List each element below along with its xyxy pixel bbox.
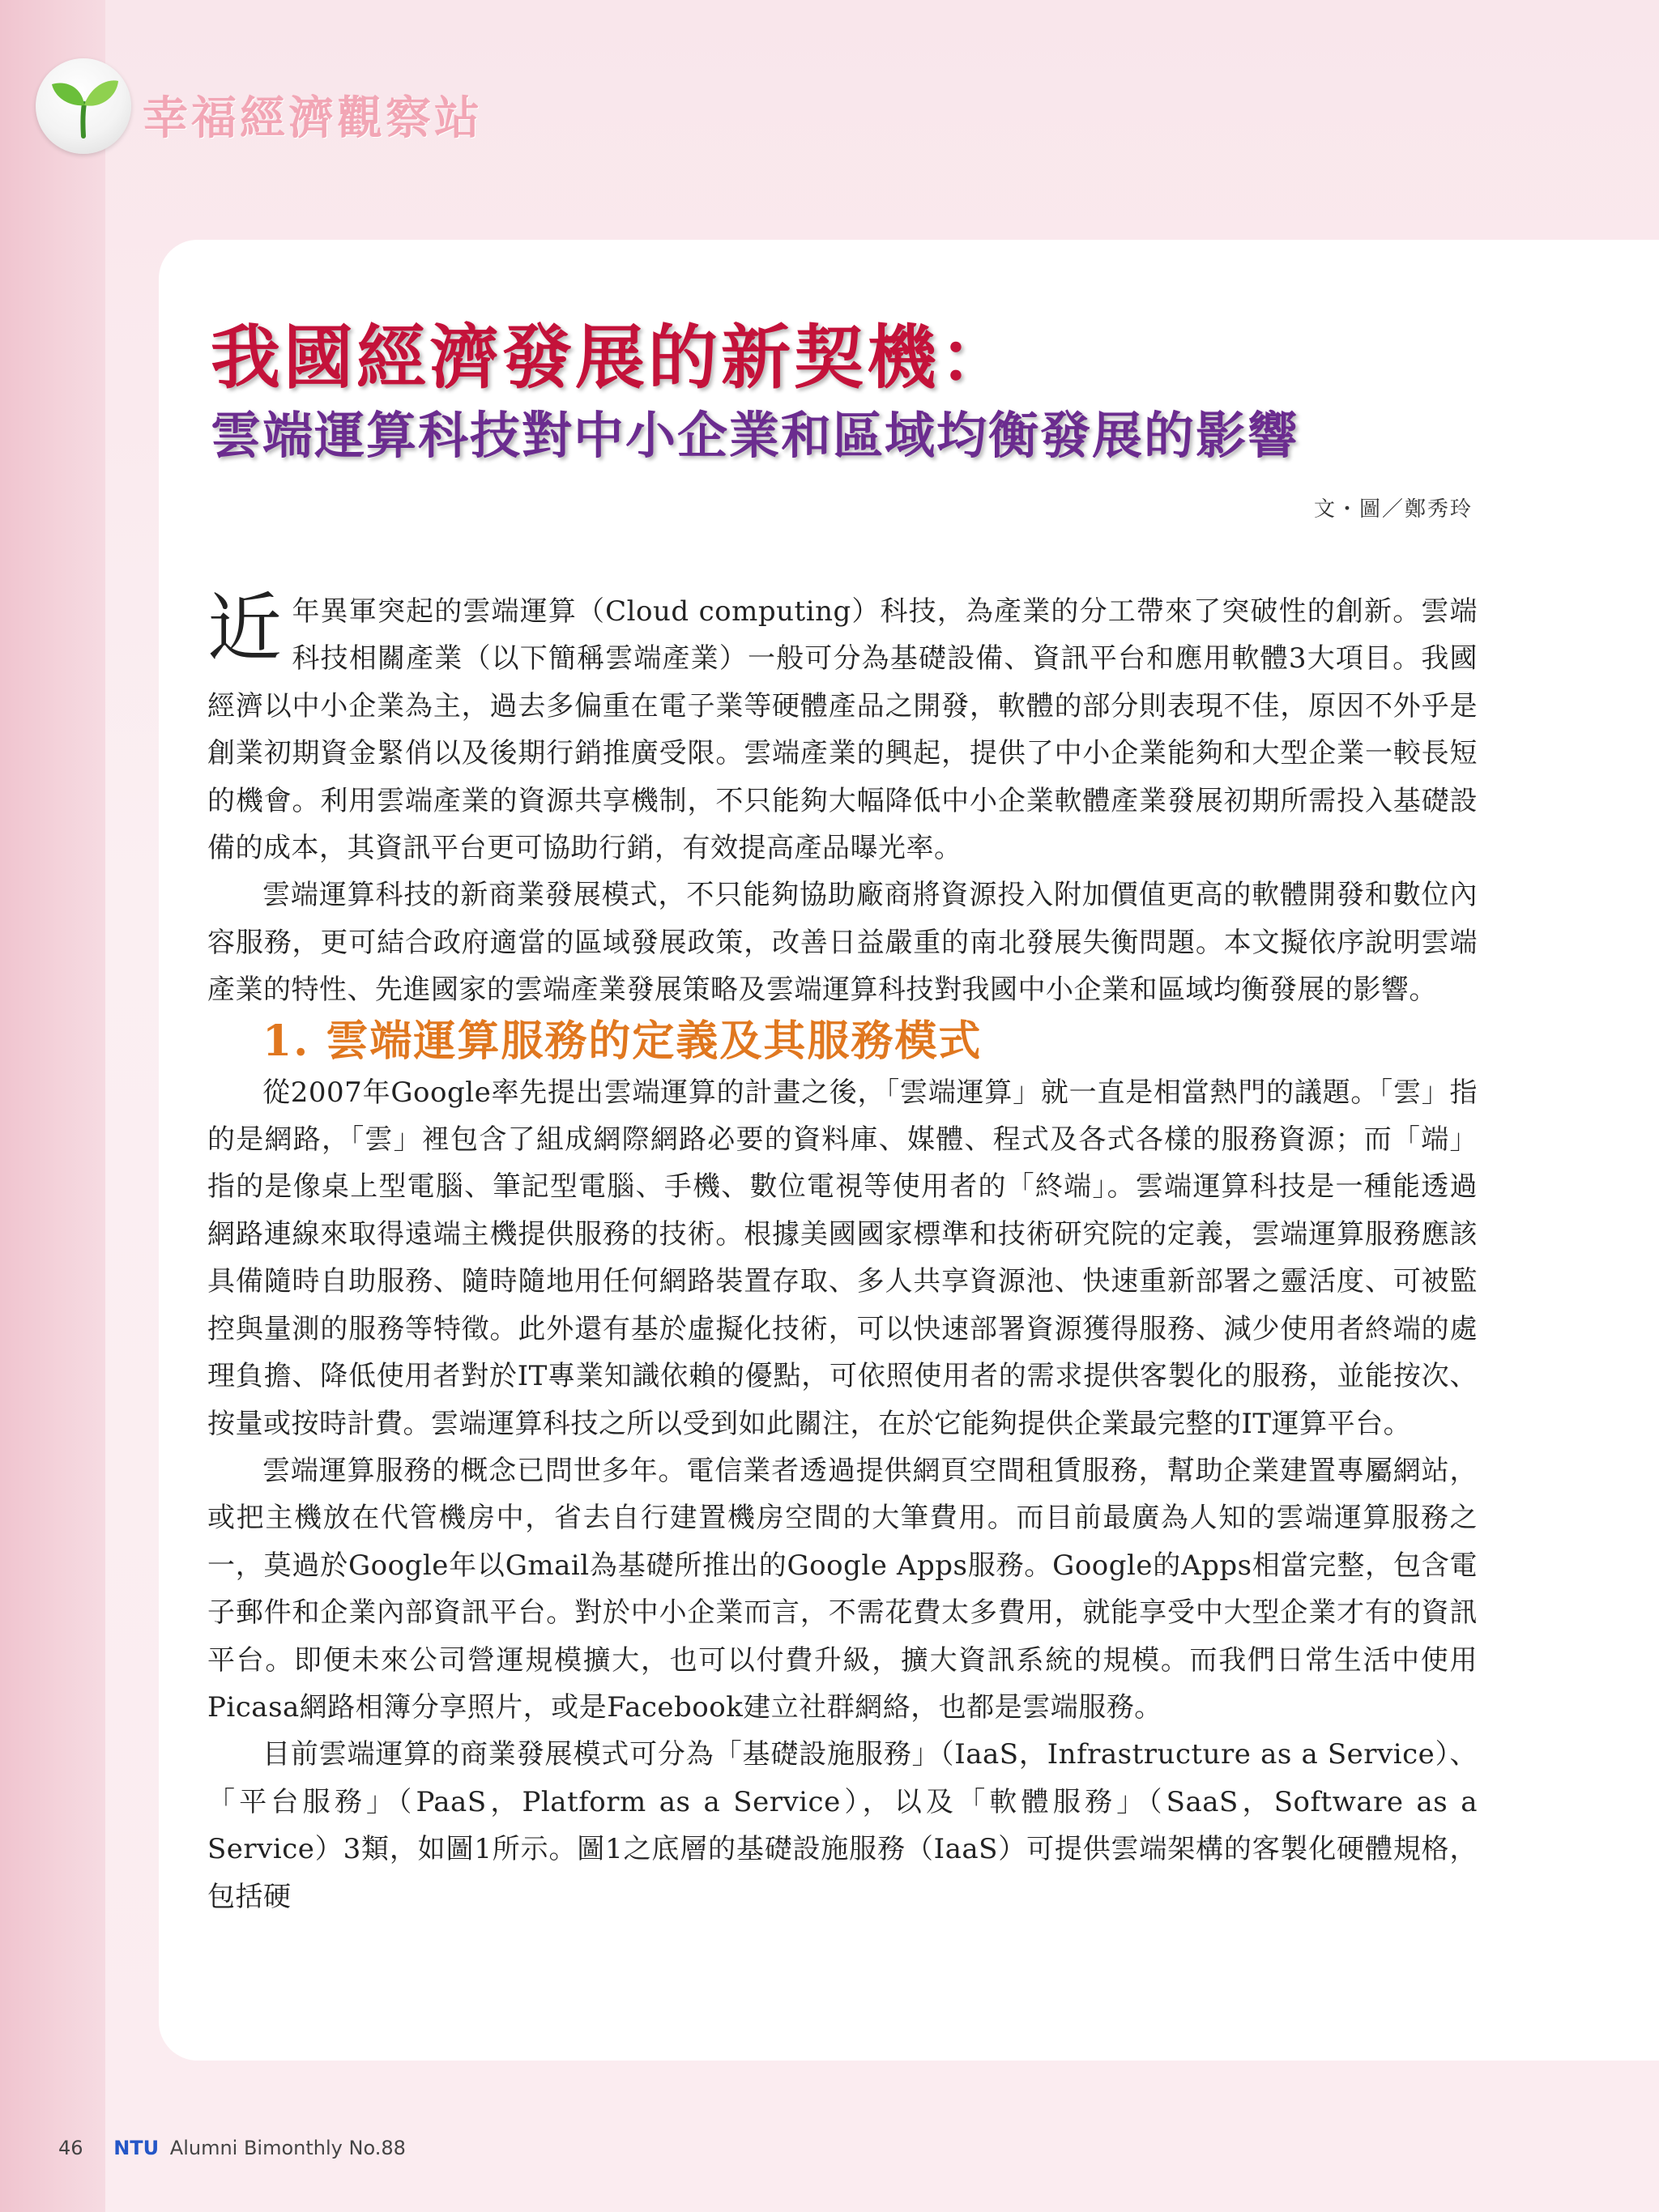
article-title: 我國經濟發展的新契機： (211, 318, 1013, 399)
section-heading: 1. 雲端運算服務的定義及其服務模式 (262, 1016, 983, 1066)
sprout-icon (36, 58, 131, 154)
article-body (207, 585, 1478, 1920)
paragraph: 雲端運算科技的新商業發展模式，不只能夠協助廠商將資源投入附加價值更高的軟體開發和數位內容服務，更可結合政府適當的區域發展政策，改善日益嚴重的南北發展失衡問題。本文擬依序說明雲端產業的特性、先進國家的雲端產業發展策略及雲端運算科技對我國中小企業和區域均衡發展的影響。 (207, 879, 1478, 1007)
paragraph (207, 585, 1478, 872)
page-header (29, 55, 596, 168)
paragraph: 從2007年Google率先提出雲端運算的計畫之後，「雲端運算」就一直是相當熱門的議題。「雲」指的是網路，「雲」裡包含了組成網際網路必要的資料庫、媒體、程式及各式各樣的服務資源；而「端」指的是像桌上型電腦、筆記型電腦、手機、數位電視等使用者的「終端」。雲端運算科技是一種能透過網路連線來取得遠端主機提供服務的技術。根據美國國家標準和技術研究院的定義，雲端運算服務應該具備隨時自助服務、隨時隨地用任何網路裝置存取、多人共享資源池、快速重新部署之靈活度、可被監控與量測的服務等特徵。此外還有基於虛擬化技術，可以快速部署資源獲得服務、減少使用者終端的處理負擔、降低使用者對於IT專業知識依賴的優點，可依照使用者的需求提供客製化的服務，並能按次、按量或按時計費。雲端運算科技之所以受到如此關注，在於它能夠提供企業最完整的IT運算平台。 (207, 1076, 1478, 1440)
left-margin-band (0, 0, 105, 2212)
drop-cap: 近 (207, 585, 283, 671)
section-label: 幸福經濟觀察站 (143, 92, 483, 145)
paragraph: 雲端運算服務的概念已問世多年。電信業者透過提供網頁空間租賃服務，幫助企業建置專屬網站，或把主機放在代管機房中，省去自行建置機房空間的大筆費用。而目前最廣為人知的雲端運算服務之一，莫過於Google年以Gmail為基礎所推出的Google Apps服務。Google的Apps相當完整，包含電子郵件和企業內部資訊平台。對於中小企業而言，不需花費太多費用，就能享受中大型企業才有的資訊平台。即便未來公司營運規模擴大，也可以付費升級，擴大資訊系統的規模。而我們日常生活中使用Picasa網路相簿分享照片，或是Facebook建立社群網絡，也都是雲端服務。 (207, 1454, 1478, 1724)
publication-brand: NTU (113, 2137, 160, 2159)
publication-name: Alumni Bimonthly No.88 (169, 2137, 406, 2159)
page-footer (58, 2137, 406, 2169)
article-byline: 文・圖／鄭秀玲 (1313, 497, 1473, 522)
paragraph: 目前雲端運算的商業發展模式可分為「基礎設施服務」（IaaS，Infrastructure as a Service）、「平台服務」（PaaS，Platform as a Service），以及「軟體服務」（SaaS，Software as a Service）3類，如圖1所示。圖1之底層的基礎設施服務（IaaS）可提供雲端架構的客製化硬體規格，包括硬 (207, 1738, 1478, 1913)
article-subtitle: 雲端運算科技對中小企業和區域均衡發展的影響 (211, 406, 1300, 465)
paragraph-text: 年異軍突起的雲端運算（Cloud computing）科技，為產業的分工帶來了突破性的創新。雲端科技相關產業（以下簡稱雲端產業）一般可分為基礎設備、資訊平台和應用軟體3大項目。我國經濟以中小企業為主，過去多偏重在電子業等硬體產品之開發，軟體的部分則表現不佳，原因不外乎是創業初期資金緊俏以及後期行銷推廣受限。雲端產業的興起，提供了中小企業能夠和大型企業一較長短的機會。利用雲端產業的資源共享機制，不只能夠大幅降低中小企業軟體產業發展初期所需投入基礎設備的成本，其資訊平台更可協助行銷，有效提高產品曝光率。 (207, 595, 1478, 865)
page-number: 46 (58, 2137, 83, 2159)
